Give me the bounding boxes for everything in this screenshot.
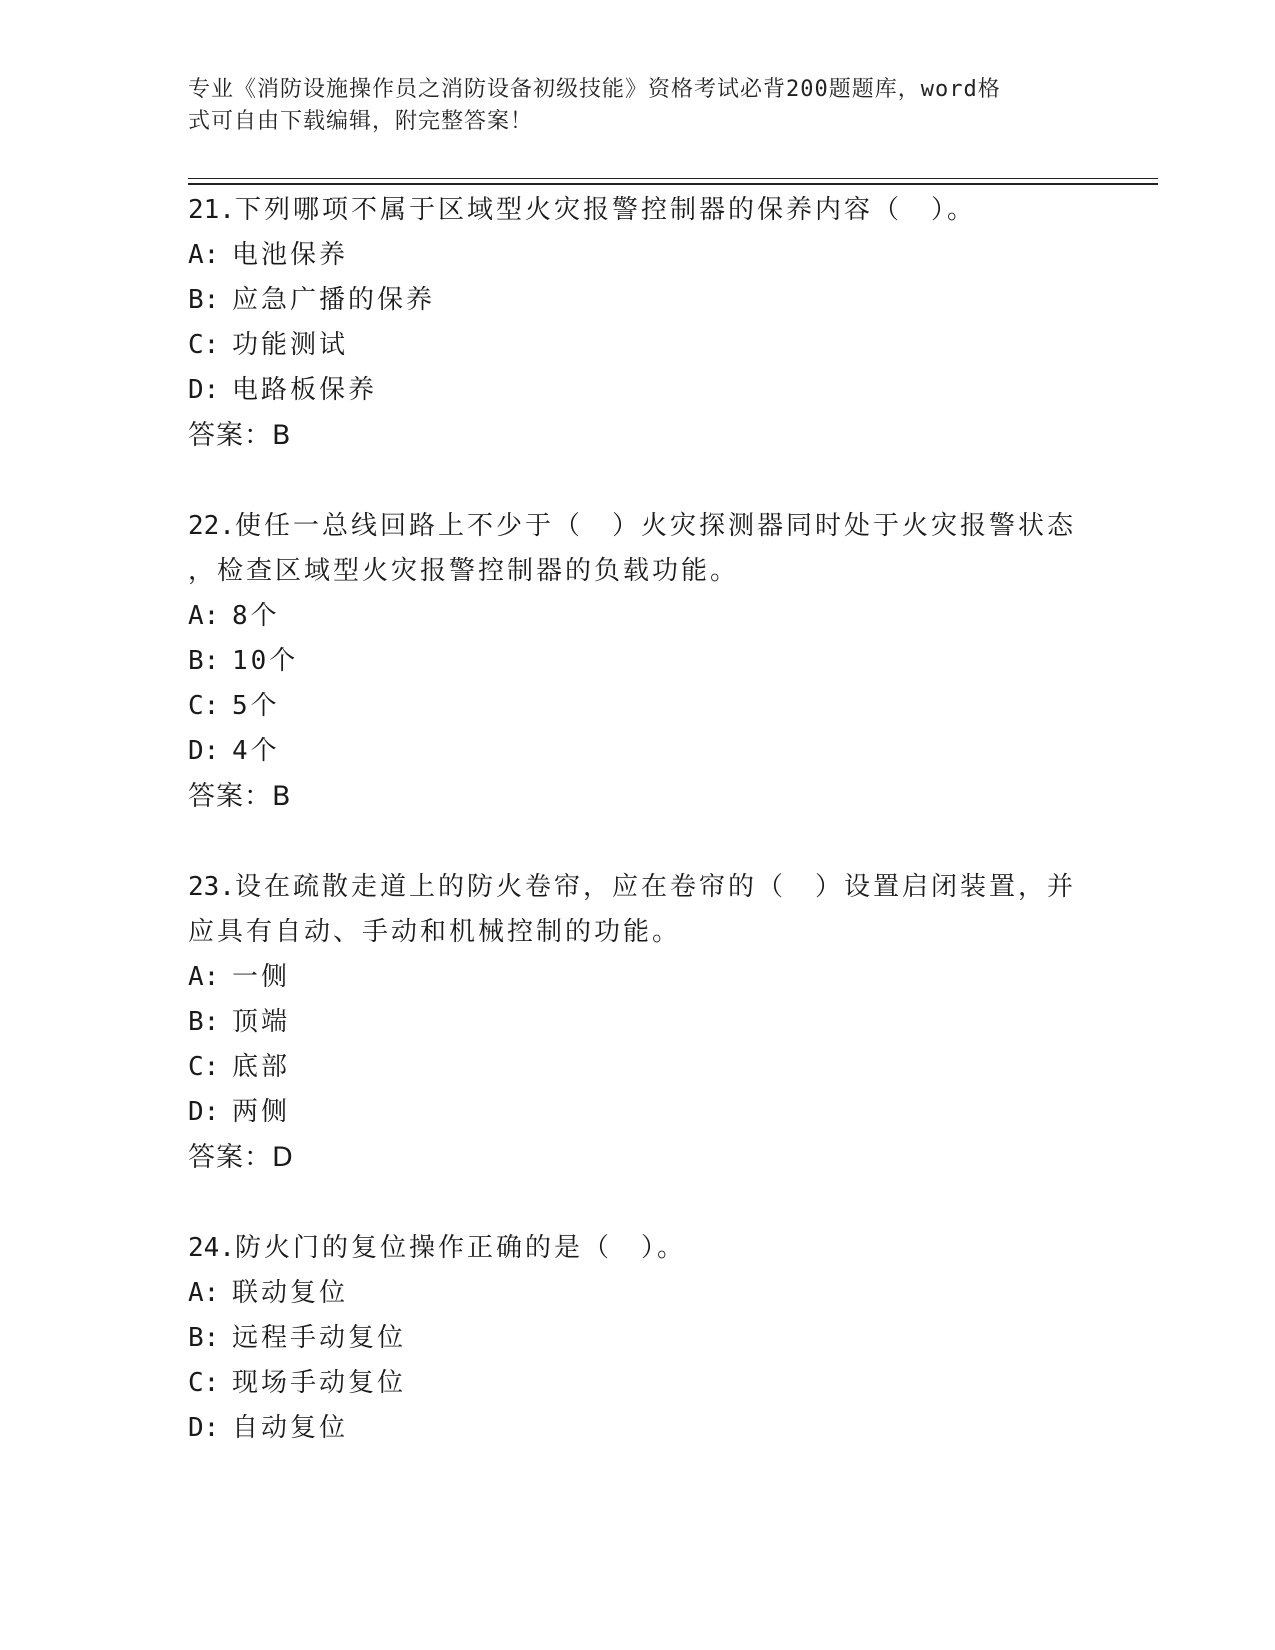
question-list <box>188 188 1088 1497</box>
option-a: A: 联动复位 <box>188 1278 349 1308</box>
question-stem <box>188 1226 1088 1271</box>
header-divider-thin <box>188 178 1158 179</box>
option-d: D: 两侧 <box>188 1097 291 1127</box>
document-header <box>188 74 1068 138</box>
header-line-1: 专业《消防设施操作员之消防设备初级技能》资格考试必背200题题库，word格 <box>188 77 1001 102</box>
question-stem <box>188 188 1088 233</box>
option-b: B: 远程手动复位 <box>188 1323 407 1353</box>
header-divider-thick <box>188 183 1158 185</box>
question-stem <box>188 865 1088 910</box>
question-number: 24. <box>188 1233 235 1263</box>
answer: 答案：B <box>188 781 292 812</box>
option-b: B: 顶端 <box>188 1007 291 1037</box>
question-text: 防火门的复位操作正确的是（ ）。 <box>234 1233 686 1263</box>
option-b: B: 10个 <box>188 646 299 676</box>
question-24 <box>188 1226 1088 1451</box>
question-text: 设在疏散走道上的防火卷帘，应在卷帘的（ ）设置启闭装置，并 <box>234 872 1076 902</box>
question-23 <box>188 865 1088 1180</box>
answer: 答案：B <box>188 420 292 451</box>
option-c: C: 5个 <box>188 691 280 721</box>
question-stem-continued: ，检查区域型火灾报警控制器的负载功能。 <box>188 556 740 586</box>
option-a: A: 8个 <box>188 601 280 631</box>
option-c: C: 底部 <box>188 1052 291 1082</box>
question-number: 22. <box>188 511 235 541</box>
option-d: D: 电路板保养 <box>188 375 378 405</box>
question-number: 23. <box>188 872 235 902</box>
question-number: 21. <box>188 195 235 225</box>
option-d: D: 4个 <box>188 736 280 766</box>
question-22 <box>188 504 1088 819</box>
question-21 <box>188 188 1088 458</box>
header-line-2: 式可自由下载编辑，附完整答案！ <box>188 109 534 134</box>
question-stem-continued: 应具有自动、手动和机械控制的功能。 <box>188 917 682 947</box>
option-a: A: 电池保养 <box>188 240 349 270</box>
answer: 答案：D <box>188 1142 294 1173</box>
option-a: A: 一侧 <box>188 962 291 992</box>
option-c: C: 功能测试 <box>188 330 349 360</box>
option-d: D: 自动复位 <box>188 1413 349 1443</box>
option-c: C: 现场手动复位 <box>188 1368 407 1398</box>
question-text: 下列哪项不属于区域型火灾报警控制器的保养内容（ ）。 <box>234 195 976 225</box>
question-text: 使任一总线回路上不少于（ ）火灾探测器同时处于火灾报警状态 <box>234 511 1076 541</box>
question-stem <box>188 504 1088 549</box>
option-b: B: 应急广播的保养 <box>188 285 436 315</box>
